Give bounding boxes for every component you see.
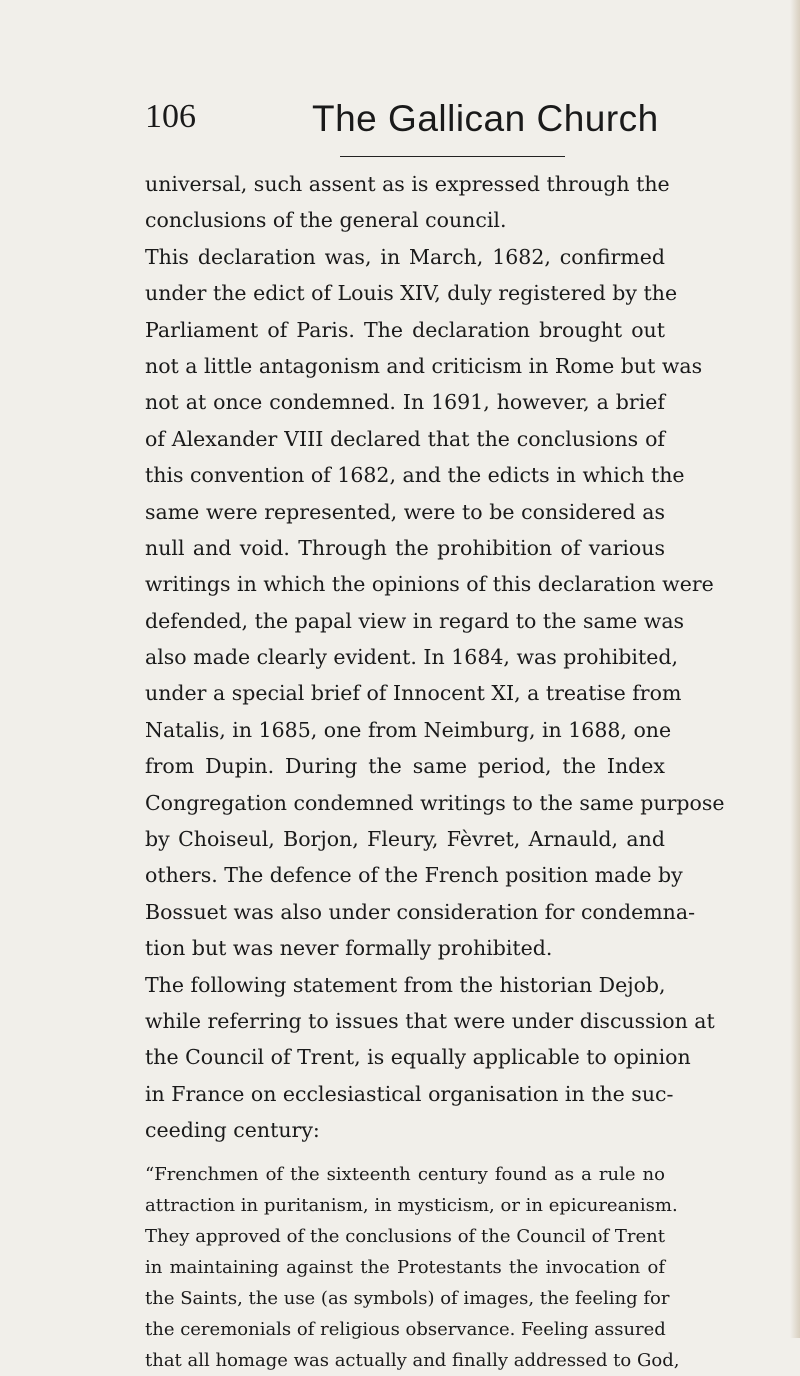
text-line: under a special brief of Innocent XI, a treatise from [145, 681, 682, 706]
quote-line: the Saints, the use (as symbols) of images, the feeling for [145, 1287, 670, 1309]
block-quote [145, 1159, 680, 1376]
text-line: not a little antagonism and criticism in Rome but was [145, 353, 703, 378]
text-line: while referring to issues that were under discussion at [145, 1008, 715, 1033]
text-line: under the edict of Louis XIV, duly registered by the [145, 281, 678, 306]
text-line: Parliament of Paris. The declaration brought out [145, 317, 665, 342]
text-line: The following statement from the historian Dejob, [145, 972, 666, 997]
quote-line: “Frenchmen of the sixteenth century found as a rule no [145, 1163, 665, 1185]
quote-line: attraction in puritanism, in mysticism, or in epicureanism. [145, 1194, 678, 1216]
text-line: ceeding century: [145, 1118, 320, 1143]
text-line: not at once condemned. In 1691, however, a brief [145, 390, 665, 415]
text-line: Bossuet was also under consideration for condemna- [145, 899, 696, 924]
text-line: this convention of 1682, and the edicts in which the [145, 463, 685, 488]
text-line: by Choiseul, Borjon, Fleury, Fèvret, Arnauld, and [145, 827, 665, 852]
text-line: universal, such assent as is expressed through the [145, 172, 670, 196]
text-line: also made clearly evident. In 1684, was prohibited, [145, 645, 678, 670]
quote-line: in maintaining against the Protestants the invocation of [145, 1256, 665, 1278]
text-line: from Dupin. During the same period, the Index [145, 754, 665, 779]
quote-line: the ceremonials of religious observance. Feeling assured [145, 1318, 666, 1340]
page-edge-shadow [790, 0, 800, 1338]
quote-line: They approved of the conclusions of the Council of Trent [145, 1225, 665, 1247]
text-line: others. The defence of the French position made by [145, 863, 683, 888]
page-number: 106 [145, 98, 196, 135]
text-line: the Council of Trent, is equally applicable to opinion [145, 1045, 691, 1070]
text-line: same were represented, were to be considered as [145, 499, 665, 524]
running-title: The Gallican Church [312, 98, 659, 139]
text-line: tion but was never formally prohibited. [145, 936, 553, 961]
text-line: defended, the papal view in regard to the same was [145, 608, 685, 633]
page-header [145, 98, 665, 148]
text-line: null and void. Through the prohibition of various [145, 535, 665, 560]
body-text [145, 166, 725, 1376]
text-line: This declaration was, in March, 1682, confirmed [145, 244, 665, 269]
text-line: Natalis, in 1685, one from Neimburg, in 1688, one [145, 717, 672, 742]
text-line: of Alexander VIII declared that the conclusions of [145, 426, 665, 451]
text-line: in France on ecclesiastical organisation in the suc- [145, 1081, 674, 1106]
text-line: Congregation condemned writings to the same purpose [145, 790, 725, 815]
text-line: writings in which the opinions of this declaration were [145, 572, 714, 597]
header-rule [340, 156, 565, 157]
text-line: conclusions of the general council. [145, 208, 507, 233]
quote-line: that all homage was actually and finally addressed to God, [145, 1349, 680, 1371]
